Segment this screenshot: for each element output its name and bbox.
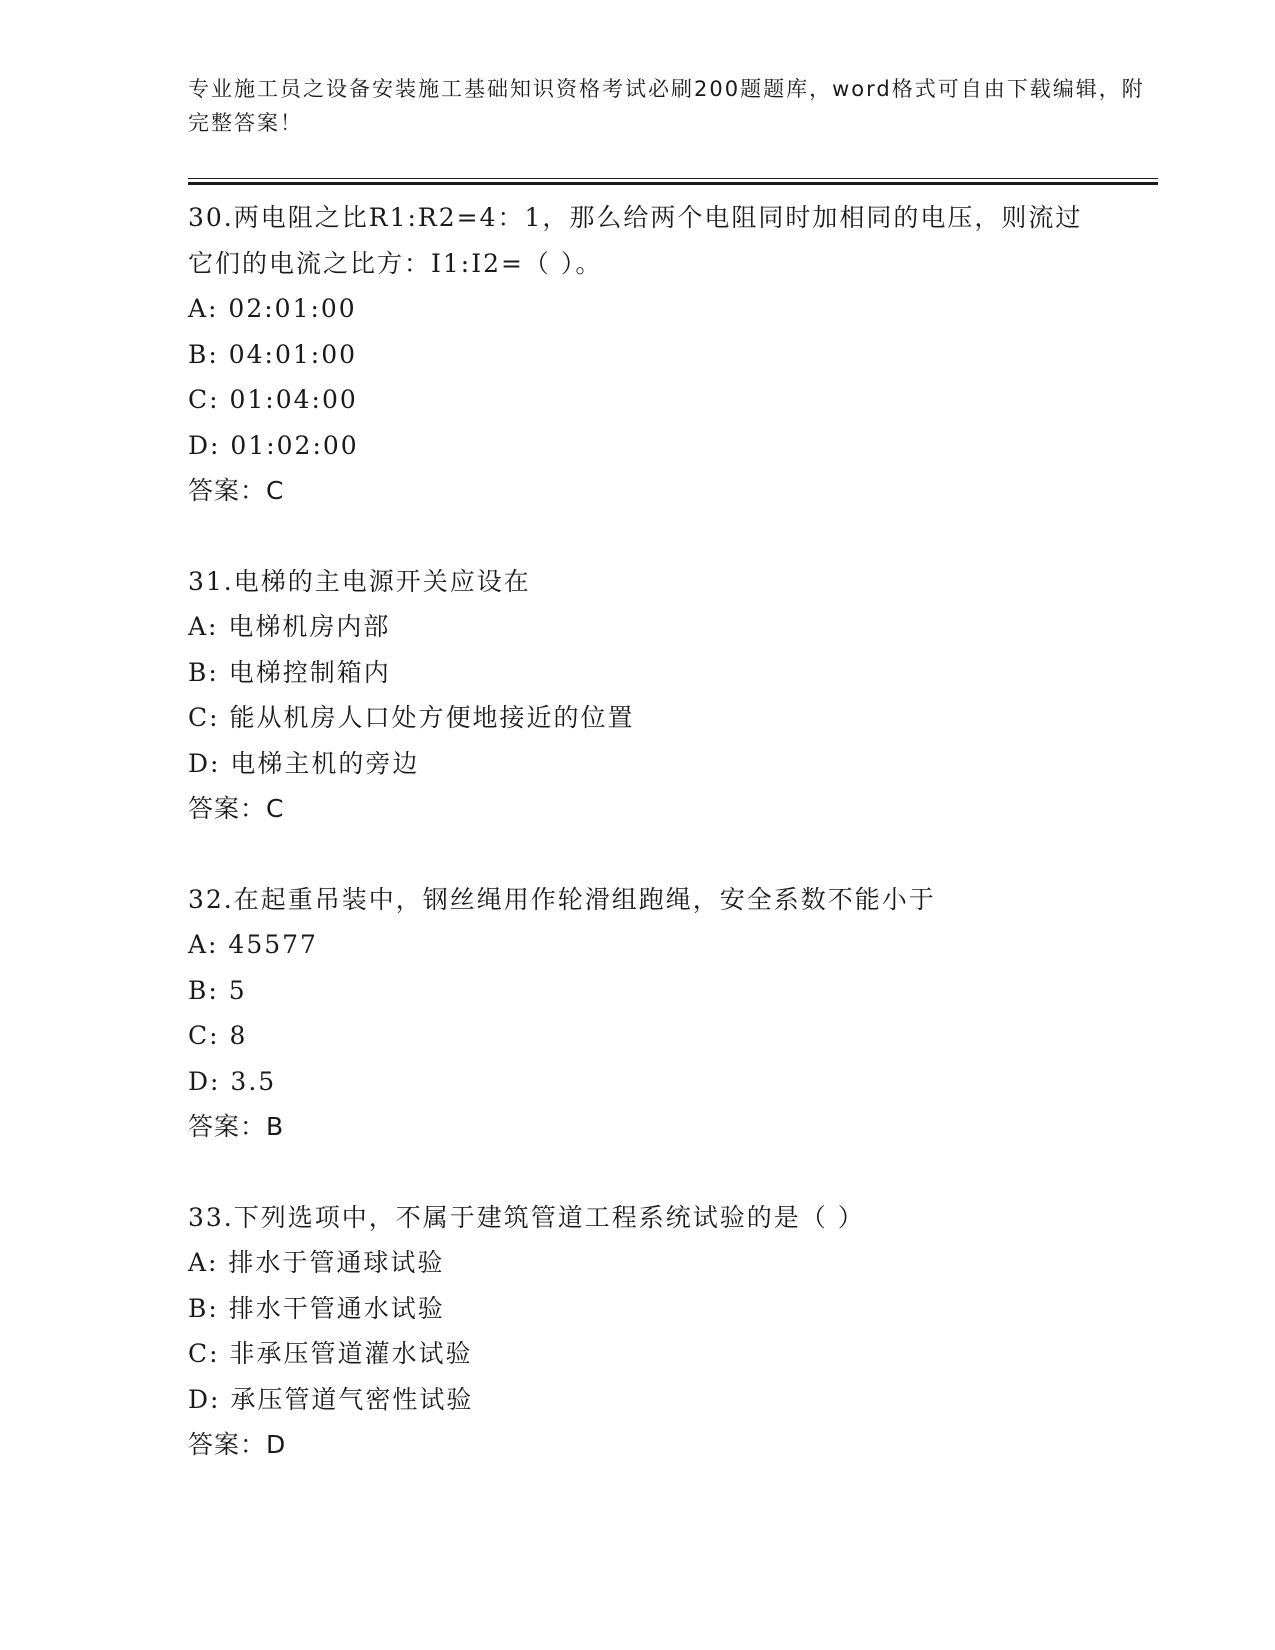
option-b: B: 排水干管通水试验 [188, 1293, 445, 1323]
option-d: D: 承压管道气密性试验 [188, 1384, 474, 1414]
question-30 [188, 195, 1158, 514]
question-stem: 31.电梯的主电源开关应设在 [188, 566, 531, 596]
question-list [188, 195, 1158, 1468]
question-31 [188, 559, 1158, 832]
document-header: 专业施工员之设备安装施工基础知识资格考试必刷200题题库，word格式可自由下载编辑，附完整答案！ [188, 77, 1145, 135]
question-32 [188, 877, 1158, 1150]
option-c: C: 8 [188, 1021, 248, 1050]
question-stem: 32.在起重吊装中，钢丝绳用作轮滑组跑绳，安全系数不能小于 [188, 884, 936, 914]
question-stem: 30.两电阻之比R1:R2=4：1，那么给两个电阻同时加相同的电压，则流过它们的电流之比方：I1:I2=（ ）。 [188, 203, 1083, 278]
option-c: C: 非承压管道灌水试验 [188, 1339, 473, 1368]
option-a: A: 排水于管通球试验 [188, 1248, 445, 1277]
question-answer: 答案：C [188, 794, 285, 823]
option-a: A: 02:01:00 [188, 294, 357, 323]
divider-thick-line [188, 182, 1158, 185]
document-page [188, 72, 1158, 1513]
option-a: A: 电梯机房内部 [188, 612, 391, 641]
question-33 [188, 1195, 1158, 1468]
option-b: B: 电梯控制箱内 [188, 657, 391, 687]
option-a: A: 45577 [188, 930, 318, 959]
question-stem: 33.下列选项中，不属于建筑管道工程系统试验的是（ ） [188, 1202, 865, 1232]
option-d: D: 3.5 [188, 1066, 277, 1096]
option-b: B: 5 [188, 975, 247, 1005]
option-c: C: 01:04:00 [188, 385, 358, 414]
option-b: B: 04:01:00 [188, 339, 358, 369]
option-d: D: 01:02:00 [188, 430, 359, 460]
question-answer: 答案：C [188, 476, 285, 505]
option-d: D: 电梯主机的旁边 [188, 748, 420, 778]
question-answer: 答案：D [188, 1430, 287, 1459]
question-answer: 答案：B [188, 1112, 285, 1141]
divider-thin-line [188, 178, 1158, 179]
option-c: C: 能从机房人口处方便地接近的位置 [188, 703, 635, 732]
header-divider [188, 178, 1158, 185]
